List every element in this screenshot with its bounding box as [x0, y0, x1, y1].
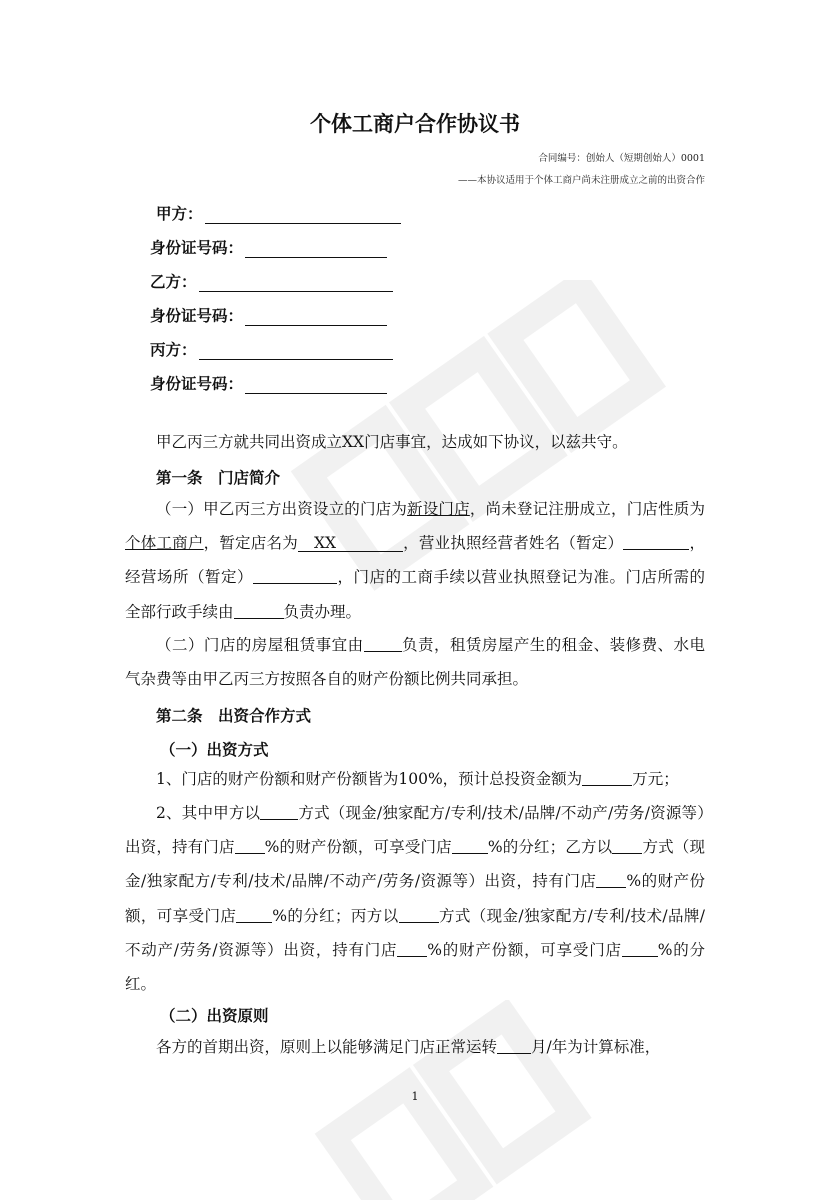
article-2-item-2: 2、其中甲方以 方式（现金/独家配方/专利/技术/品牌/不动产/劳务/资源等）出资，持有门店 %的财产份额，可享受门店 %的分红；乙方以 方式（现金/独家配方/专利/技术/品牌/不动产/劳务/资源等）出资，持有门店 %的财产份额，可享受门店 %的分红；丙方以 方式（现金/独家配方/专利/技术/品牌/不动产/劳务/资源等）出资，持有门店 %的财产份额，可享受门店 %的分红。	[125, 804, 706, 994]
party-b-id-blank[interactable]	[245, 307, 387, 326]
article-1-paragraph-1: （一）甲乙丙三方出资设立的门店为新设门店，尚未登记注册成立，门店性质为个体工商户，暂定店名为 XX ，营业执照经营者姓名（暂定） ，经营场所（暂定） ，门店的工商手续以营业执照登记为准。门店所需的全部行政手续由 负责办理。	[125, 500, 705, 621]
party-c-blank[interactable]	[199, 341, 393, 360]
store-name-blank[interactable]: XX	[298, 535, 403, 552]
party-a-id-blank[interactable]	[245, 239, 387, 258]
article-2-sub-1: （一）出资方式	[160, 741, 269, 759]
scope-note: ——本协议适用于个体工商户尚未注册成立之前的出资合作	[457, 175, 705, 186]
business-address-blank[interactable]	[253, 568, 337, 584]
article-1-heading: 第一条 门店简介	[156, 469, 281, 487]
party-c-id-label: 身份证号码：	[150, 375, 244, 393]
contract-number: 合同编号：创始人（短期创始人）0001	[538, 153, 705, 164]
article-2-sub-2: （二）出资原则	[160, 1007, 269, 1025]
operator-name-blank[interactable]	[623, 534, 689, 550]
party-a-method-blank[interactable]	[260, 804, 298, 820]
party-b-dividend-blank[interactable]	[236, 907, 272, 923]
party-a-share-blank[interactable]	[235, 838, 265, 854]
new-store-text: 新设门店	[407, 500, 470, 518]
article-1-paragraph-2: （二）门店的房屋租赁事宜由 负责，租赁房屋产生的租金、装修费、水电气杂费等由甲乙丙三方按照各自的财产份额比例共同承担。	[125, 636, 705, 689]
party-c-id-blank[interactable]	[245, 375, 387, 394]
party-a-label: 甲方：	[156, 205, 203, 223]
operation-period-blank[interactable]	[497, 1038, 531, 1054]
party-a-id-label: 身份证号码：	[150, 239, 244, 257]
admin-handler-blank[interactable]	[234, 603, 284, 619]
party-c-dividend-blank[interactable]	[622, 941, 658, 957]
article-2-item-1: 1、门店的财产份额和财产份额皆为100%，预计总投资金额为 万元；	[156, 770, 679, 788]
party-a-id-row	[150, 236, 387, 258]
party-b-id-row	[150, 304, 387, 326]
party-c-id-row	[150, 372, 387, 394]
party-c-label: 丙方：	[150, 341, 197, 359]
party-a-blank[interactable]	[205, 205, 401, 224]
party-c-share-blank[interactable]	[397, 941, 427, 957]
total-investment-blank[interactable]	[582, 770, 632, 786]
lease-handler-blank[interactable]	[364, 636, 402, 652]
party-b-label: 乙方：	[150, 273, 197, 291]
party-c-method-blank[interactable]	[399, 907, 439, 923]
party-c-row	[150, 338, 393, 360]
store-type-text: 个体工商户	[125, 534, 204, 553]
article-2-principle: 各方的首期出资，原则上以能够满足门店正常运转 月/年为计算标准，	[156, 1038, 661, 1056]
article-2-heading: 第二条 出资合作方式	[156, 707, 312, 725]
party-a-dividend-blank[interactable]	[452, 838, 488, 854]
intro-paragraph: 甲乙丙三方就共同出资成立XX门店事宜，达成如下协议，以兹共守。	[156, 433, 628, 451]
party-a-row	[156, 202, 401, 224]
party-b-method-blank[interactable]	[612, 838, 642, 854]
party-b-blank[interactable]	[199, 273, 393, 292]
party-b-id-label: 身份证号码：	[150, 307, 244, 325]
document-title: 个体工商户合作协议书	[310, 112, 520, 136]
page-number: 1	[411, 1090, 419, 1103]
party-b-row	[150, 270, 393, 292]
party-b-share-blank[interactable]	[596, 872, 626, 888]
